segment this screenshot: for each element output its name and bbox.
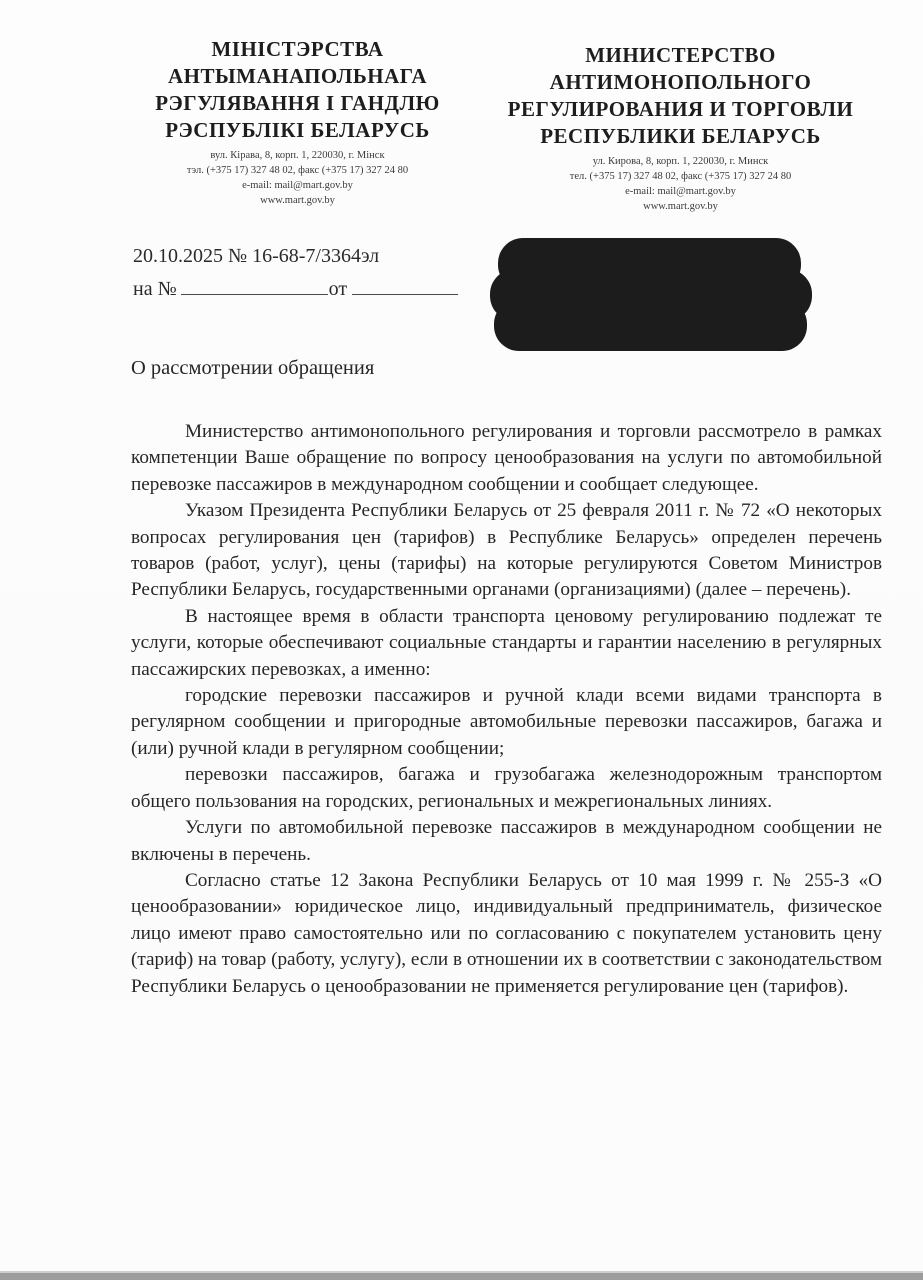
- paragraph-intro: Министерство антимонопольного регулирования и торговли рассмотрело в рамках компетенции Ваше обращение по вопросу ценообразования на услуги по автомобильной перевозке пассажиров в международном сообщении и сообщает следующее.: [131, 421, 882, 495]
- org-name-line: АНТИМОНОПОЛЬНОГО: [549, 70, 812, 94]
- org-name-line: МИНИСТЕРСТВО: [585, 43, 776, 67]
- paragraph-city-transport-item: городские перевозки пассажиров и ручной клади всеми видами транспорта в регулярном сообщении и пригородные автомобильные перевозки пассажиров, багажа и (или) ручной клади в регулярном сообщении;: [131, 685, 882, 759]
- reply-number-blank: [181, 277, 328, 295]
- paragraph-rail-transport-item: перевозки пассажиров, багажа и грузобагажа железнодорожным транспортом общего пользования на городских, региональных и межрегиональных линиях.: [131, 764, 882, 812]
- reply-to-line: [133, 276, 458, 302]
- website-line: www.mart.gov.by: [260, 195, 335, 206]
- viewer-bottom-bar: [0, 1271, 923, 1280]
- address-line: ул. Кирова, 8, корп. 1, 220030, г. Минск: [592, 156, 769, 167]
- redaction-marker: [490, 238, 812, 351]
- email-line: e-mail: mail@mart.gov.by: [242, 180, 353, 191]
- reply-date-label: от: [328, 278, 348, 300]
- org-name-belarusian: [130, 36, 465, 144]
- email-line: e-mail: mail@mart.gov.by: [625, 186, 736, 197]
- org-address-belarusian: [130, 148, 465, 208]
- org-name-line: РЭСПУБЛІКІ БЕЛАРУСЬ: [165, 118, 430, 142]
- phone-fax-line: тел. (+375 17) 327 48 02, факс (+375 17) 327 24 80: [569, 171, 792, 182]
- org-name-line: РЕСПУБЛИКИ БЕЛАРУСЬ: [540, 124, 821, 148]
- org-name-line: РЭГУЛЯВАННЯ І ГАНДЛЮ: [155, 91, 440, 115]
- reference-block: [133, 243, 458, 302]
- redaction-stroke: [494, 299, 807, 351]
- letterhead-belarusian: [130, 36, 465, 208]
- address-line: вул. Кірава, 8, корп. 1, 220030, г. Мінск: [210, 150, 385, 161]
- website-line: www.mart.gov.by: [643, 201, 718, 212]
- paragraph-not-included: Услуги по автомобильной перевозке пассажиров в международном сообщении не включены в перечень.: [131, 817, 882, 865]
- paragraph-law-255z: Согласно статье 12 Закона Республики Беларусь от 10 мая 1999 г. № 255-З «О ценообразовании» юридическое лицо, индивидуальный предприниматель, физическое лицо имеют право самостоятельно или по согласованию с покупателем установить цену (тариф) на товар (работу, услугу), если в отношении их в соответствии с законодательством Республики Беларусь о ценообразовании не применяется регулирование цен (тарифов).: [131, 869, 882, 997]
- paragraph-current-regulation: В настоящее время в области транспорта ценовому регулированию подлежат те услуги, которые обеспечивают социальные стандарты и гарантии населению в регулярных пассажирских перевозках, а именно:: [131, 605, 882, 680]
- org-name-line: РЕГУЛИРОВАНИЯ И ТОРГОВЛИ: [507, 97, 854, 121]
- org-address-russian: [488, 154, 873, 214]
- reply-number-label: на №: [133, 278, 177, 300]
- reply-date-blank: [352, 277, 458, 295]
- paragraph-decree-72: Указом Президента Республики Беларусь от 25 февраля 2011 г. № 72 «О некоторых вопросах регулирования цен (тарифов) в Республике Беларусь» определен перечень товаров (работ, услуг), цены (тарифы) на которые регулируются Советом Министров Республики Беларусь, государственными органами (организациями) (далее – перечень).: [131, 500, 882, 601]
- letter-body: [131, 419, 882, 1000]
- outgoing-date-number: 20.10.2025 № 16-68-7/3364эл: [133, 245, 380, 267]
- org-name-line: АНТЫМАНАПОЛЬНАГА: [168, 64, 427, 88]
- phone-fax-line: тэл. (+375 17) 327 48 02, факс (+375 17) 327 24 80: [186, 165, 409, 176]
- org-name-russian: [488, 42, 873, 150]
- org-name-line: МІНІСТЭРСТВА: [211, 37, 384, 61]
- subject-line: О рассмотрении обращения: [131, 357, 375, 379]
- letterhead-russian: [488, 42, 873, 214]
